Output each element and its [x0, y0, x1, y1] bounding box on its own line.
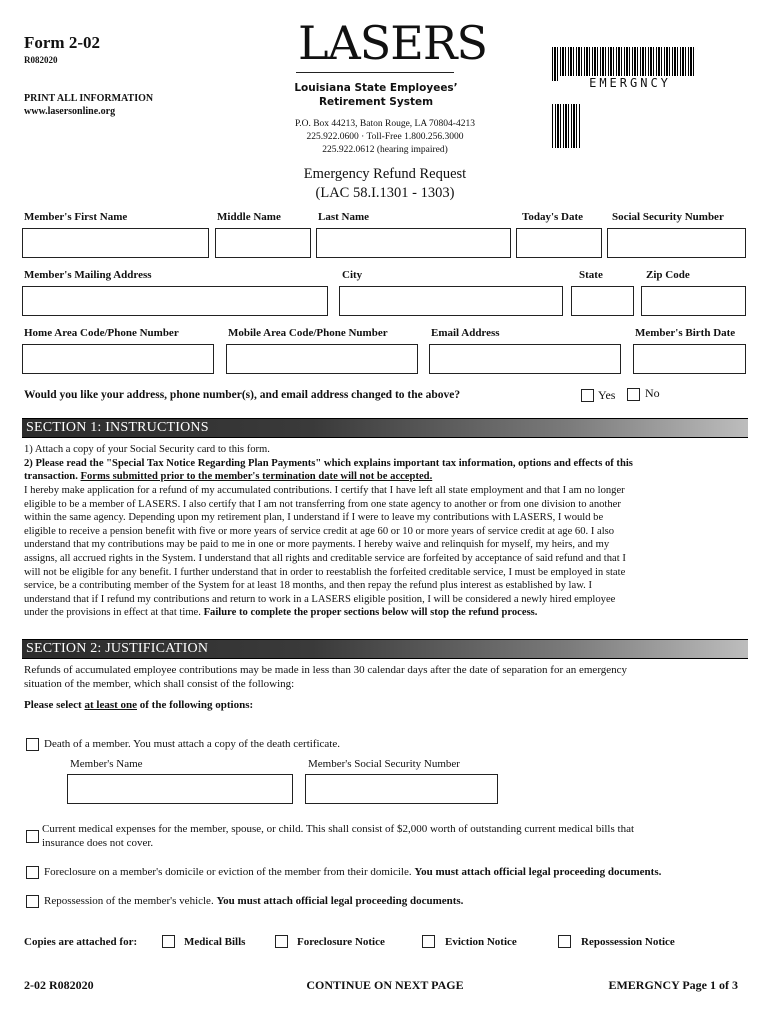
form-title: Emergency Refund Request [303, 166, 467, 182]
member-ssn-label: Member's Social Security Number [308, 758, 460, 770]
no-checkbox[interactable] [627, 388, 640, 401]
last-name-field[interactable] [316, 228, 511, 258]
body-line-last [24, 606, 748, 620]
form-citation: (LAC 58.I.1301 - 1303) [315, 185, 455, 201]
body-line: eligible to be a member of LASERS. I also certify that I am not transferring from one state agency to another or from one division to another [24, 498, 621, 510]
yes-label: Yes [598, 388, 616, 402]
instruction-item2-word: transaction. [24, 471, 78, 482]
first-name-field[interactable] [22, 228, 209, 258]
death-checkbox[interactable] [26, 738, 39, 751]
instruction-item2-cont [24, 470, 748, 484]
member-name-field[interactable] [67, 774, 293, 804]
select-post: of the following options: [137, 699, 254, 711]
medical-option-label [42, 823, 634, 850]
todays-date-field[interactable] [516, 228, 602, 258]
form-number: Form 2-02 [24, 33, 101, 52]
medical-bills-label: Medical Bills [184, 936, 246, 948]
justification-intro1: Refunds of accumulated employee contributions may be made in less than 30 calendar days after the date of separation for an emergency [24, 664, 628, 676]
zip-label: Zip Code [646, 269, 690, 281]
last-name-label: Last Name [318, 211, 370, 223]
foreclosure-notice-checkbox[interactable] [275, 935, 288, 948]
birth-date-label: Member's Birth Date [635, 327, 736, 339]
zip-field[interactable] [641, 286, 746, 316]
todays-date-label: Today's Date [522, 211, 584, 223]
barcode-text: EMERGNCY [560, 76, 700, 90]
justification-intro2: situation of the member, which shall consist of the following: [24, 678, 295, 690]
medical-checkbox[interactable] [26, 830, 39, 843]
member-ssn-field[interactable] [305, 774, 498, 804]
repossession-notice-label: Repossession Notice [581, 936, 675, 948]
yes-checkbox[interactable] [581, 389, 594, 402]
body-last-text: under the provisions in effect at that time. [24, 607, 201, 619]
city-field[interactable] [339, 286, 563, 316]
select-at-least-one: at least one [84, 699, 138, 711]
home-phone-field[interactable] [22, 344, 214, 374]
body-line: will not be eligible for any benefit. I further understand that in order to reestablish the forfeited creditable service, I must be employed in state [24, 566, 626, 578]
footer-continue: CONTINUE ON NEXT PAGE [306, 978, 464, 992]
state-label: State [579, 269, 603, 281]
logo-wordmark: LASERS [298, 16, 488, 70]
website-link[interactable]: www.lasersonline.org [24, 106, 116, 117]
body-line: eligible to receive a pension benefit with five or more years of service credit at age 60 or 10 or more years of service credit at age 60. I also [24, 525, 615, 537]
medical-line2: insurance does not cover. [42, 836, 154, 849]
select-instruction [24, 699, 748, 713]
termination-warning: Forms submitted prior to the member's termination date will not be accepted. [80, 471, 433, 482]
middle-name-label: Middle Name [217, 211, 281, 223]
instruction-item2: 2) Please read the "Special Tax Notice Regarding Plan Payments" which explains important tax information, options and effects of this [24, 458, 633, 469]
first-name-label: Member's First Name [24, 211, 128, 223]
change-question-text: Would you like your address, phone number(s), and email address changed to the above? [24, 389, 461, 401]
section1-heading: SECTION 1: INSTRUCTIONS [26, 420, 209, 435]
org-phones: 225.922.0600 · Toll-Free 1.800.256.3000 [306, 132, 464, 142]
city-label: City [342, 269, 363, 281]
body-line: I hereby make application for a refund of my accumulated contributions. I certify that I have left all state employment and that I am no longer [24, 485, 625, 496]
email-label: Email Address [431, 327, 500, 339]
logo-rule [296, 72, 454, 73]
print-note: PRINT ALL INFORMATION [24, 93, 154, 104]
mobile-phone-label: Mobile Area Code/Phone Number [228, 327, 388, 339]
body-line: assigns, all accrued rights in the System. I understand that all rights and creditable service are forfeited by acceptance of said refund and that I [24, 552, 626, 564]
repossession-checkbox[interactable] [26, 895, 39, 908]
no-label: No [645, 386, 660, 400]
select-pre: Please select [24, 699, 85, 711]
form-revision: R082020 [24, 55, 58, 65]
section1-header [22, 418, 748, 438]
org-name-line1: Louisiana State Employees’ [294, 82, 458, 94]
ssn-label: Social Security Number [612, 211, 724, 223]
body-line: understand that my contributions may be paid to me in one or more payments. I hereby waive and relinquish for myself, my heirs, and my [24, 539, 610, 551]
middle-name-field[interactable] [215, 228, 311, 258]
medical-line1: Current medical expenses for the member, spouse, or child. This shall consist of $2,000 worth of outstanding current medical bills that [42, 823, 635, 835]
state-field[interactable] [571, 286, 634, 316]
instruction-body [24, 484, 748, 620]
copies-label: Copies are attached for: [24, 936, 138, 948]
mailing-address-field[interactable] [22, 286, 328, 316]
body-line: understand that if I refund my contributions and return to work in a LASERS eligible position, I will be considered a newly hired employee [24, 593, 616, 605]
section2-header [22, 639, 748, 659]
org-address: P.O. Box 44213, Baton Rouge, LA 70804-4213 [295, 119, 475, 129]
org-hearing-line: 225.922.0612 (hearing impaired) [322, 145, 448, 155]
death-option-label: Death of a member. You must attach a copy of the death certificate. [44, 738, 340, 750]
body-line: within the same agency. Depending upon my retirement plan, I understand if I were to leave my contributions with LASERS, I would be [24, 512, 604, 524]
birth-date-field[interactable] [633, 344, 746, 374]
foreclosure-checkbox[interactable] [26, 866, 39, 879]
body-line: service, be a contributing member of the System for at least 18 months, and then repay the refund plus interest as established by law. I [24, 580, 592, 592]
instruction-item1: 1) Attach a copy of your Social Security card to this form. [24, 444, 270, 455]
repossession-option-label [44, 895, 463, 907]
footer-page-number: EMERGNCY Page 1 of 3 [608, 978, 738, 992]
email-field[interactable] [429, 344, 621, 374]
mobile-phone-field[interactable] [226, 344, 418, 374]
foreclosure-option-label [44, 866, 661, 878]
repossession-text: Repossession of the member's vehicle. [44, 895, 214, 907]
repossession-requirement: You must attach official legal proceeding documents. [216, 895, 464, 907]
foreclosure-requirement: You must attach official legal proceeding documents. [414, 866, 662, 878]
medical-bills-checkbox[interactable] [162, 935, 175, 948]
repossession-notice-checkbox[interactable] [558, 935, 571, 948]
mailing-address-label: Member's Mailing Address [24, 269, 152, 281]
barcode-vertical [552, 104, 580, 148]
member-name-label: Member's Name [70, 758, 143, 770]
eviction-notice-checkbox[interactable] [422, 935, 435, 948]
eviction-notice-label: Eviction Notice [445, 936, 517, 948]
home-phone-label: Home Area Code/Phone Number [24, 327, 179, 339]
refund-stop-warning: Failure to complete the proper sections below will stop the refund process. [203, 607, 538, 619]
org-name-line2: Retirement System [318, 96, 434, 108]
section2-heading: SECTION 2: JUSTIFICATION [26, 641, 209, 656]
footer-form-id: 2-02 R082020 [24, 978, 94, 992]
ssn-field[interactable] [607, 228, 746, 258]
foreclosure-notice-label: Foreclosure Notice [297, 936, 385, 948]
foreclosure-text: Foreclosure on a member's domicile or eviction of the member from their domicile. [44, 866, 412, 878]
